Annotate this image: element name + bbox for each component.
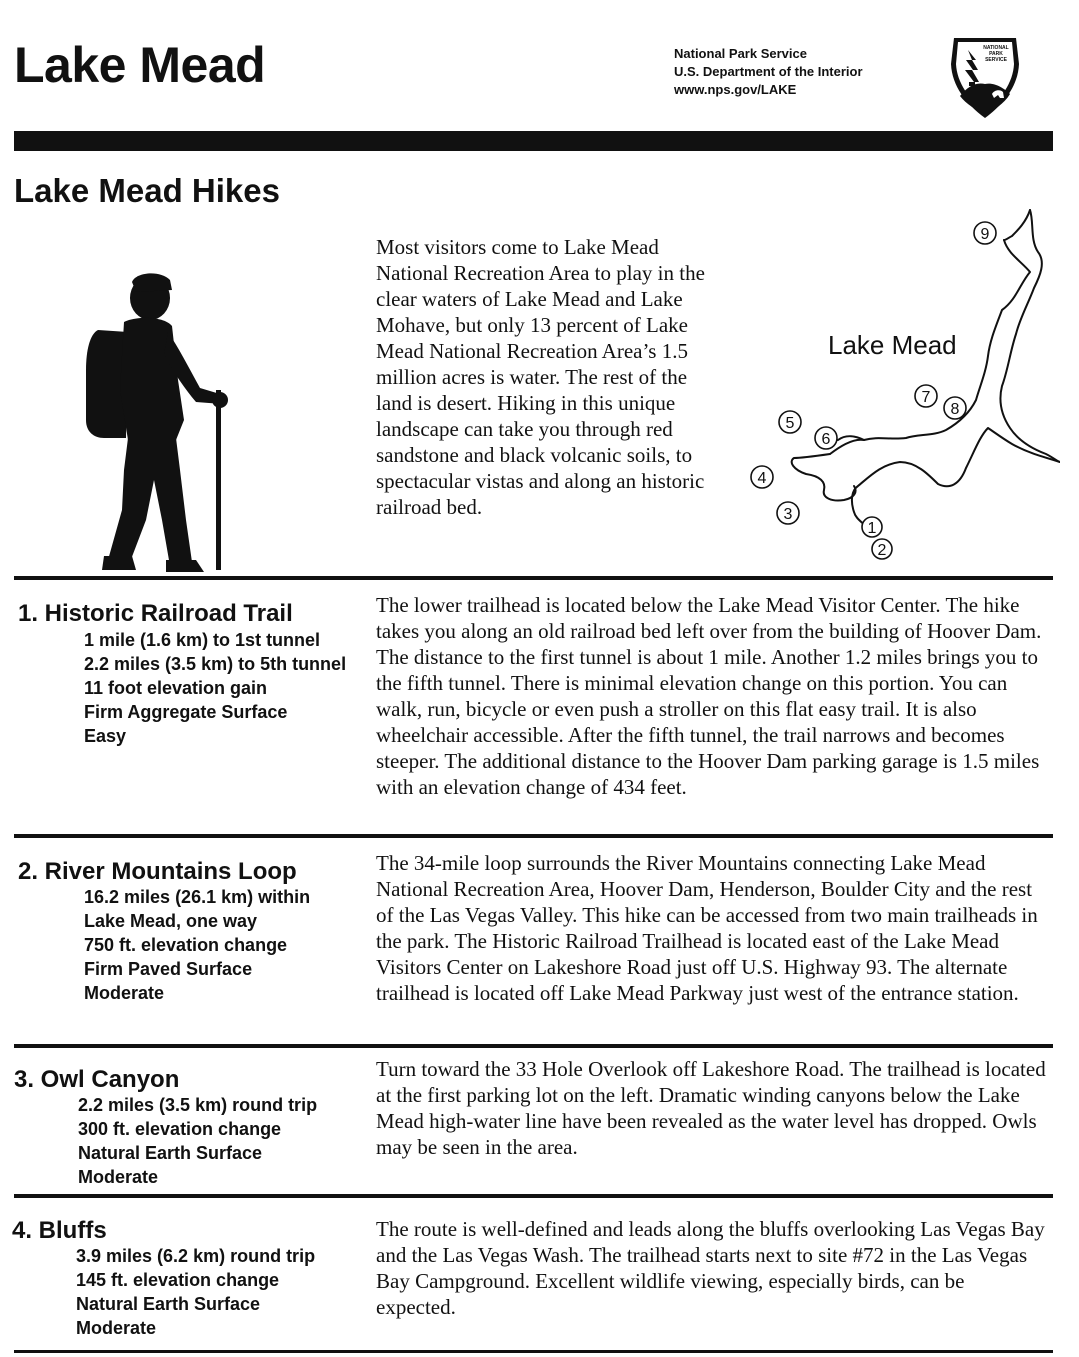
map-marker-3 [777, 502, 799, 524]
hike-2-description-text: The 34-mile loop surrounds the River Mountains connecting Lake Mead National Recreation Area, Hoover Dam, Henderson, Boulder City and the rest of the Las Vegas Valley. This hike can be accessed from two main trailheads in the park. The Historic Railroad Trailhead is located east of the Lake Mead Visitors Center on Lakeshore Road just off U.S. Highway 93. The alternate trailhead is located off Lake Mead Parkway just west of the entrance station. [376, 851, 1038, 1005]
agency-name: National Park Service [674, 46, 807, 61]
hike-2-detail: Moderate [84, 983, 165, 1003]
map-marker-2 [872, 539, 892, 559]
hike-1-details [84, 628, 346, 748]
hike-1-detail: Firm Aggregate Surface [84, 702, 288, 722]
hike-1-name: 1. Historic Railroad Trail [18, 600, 293, 627]
hike-2-details [84, 885, 310, 1005]
hike-2-description [376, 850, 1046, 1006]
section-divider [14, 1350, 1053, 1353]
hike-3-details [78, 1093, 317, 1189]
hike-1-detail: 2.2 miles (3.5 km) to 5th tunnel [84, 654, 347, 674]
map-marker-1 [862, 517, 882, 537]
hike-3-detail: 300 ft. elevation change [78, 1119, 282, 1139]
svg-text:5: 5 [785, 415, 795, 432]
hike-3-description-text: Turn toward the 33 Hole Overlook off Lakeshore Road. The trailhead is located at the first parking lot on the left. Dramatic winding canyons below the Lake Mead high-water line have been revealed as the water level has dropped. Owls may be seen in the area. [376, 1057, 1046, 1159]
map-label: Lake Mead [828, 330, 957, 360]
hike-2-detail: 750 ft. elevation change [84, 935, 288, 955]
hike-3-name: 3. Owl Canyon [14, 1066, 180, 1093]
map-marker-9 [974, 222, 996, 244]
hiker-silhouette-icon [80, 270, 240, 578]
hike-2-detail: Lake Mead, one way [84, 911, 258, 931]
hike-4-name: 4. Bluffs [12, 1217, 107, 1244]
lake-mead-map [740, 200, 1060, 580]
hike-1-description-text: The lower trailhead is located below the Lake Mead Visitor Center. The hike takes you along an old railroad bed left over from the building of Hoover Dam. The distance to the first tunnel is about 1 mile. Another 1.2 miles brings you to the fifth tunnel. There is minimal elevation change on this portion. You can walk, run, bicycle or even push a stroller on this flat easy trail. It is also wheelchair accessible. After the fifth tunnel, the trail narrows and becomes steeper. The additional distance to the Hoover Dam parking garage is 1.5 miles with an elevation change of 434 feet. [376, 593, 1042, 799]
hike-3-detail: Natural Earth Surface [78, 1143, 263, 1163]
svg-text:1: 1 [867, 520, 877, 537]
hike-4-details [76, 1244, 315, 1340]
section-divider [14, 1194, 1053, 1198]
hike-1-detail: Easy [84, 726, 127, 746]
section-divider [14, 1044, 1053, 1048]
hike-4-description-text: The route is well-defined and leads along the bluffs overlooking Las Vegas Bay and the Las Vegas Wash. The trailhead starts next to site #72 in the Las Vegas Bay Campground. Excellent wildlife viewing, especially birds, can be expected. [376, 1217, 1045, 1319]
hike-2-detail: 16.2 miles (26.1 km) within [84, 887, 311, 907]
hike-3-detail: 2.2 miles (3.5 km) round trip [78, 1095, 318, 1115]
map-marker-7 [915, 385, 937, 407]
section-divider [14, 834, 1053, 838]
park-title: Lake Mead [14, 37, 266, 93]
hike-3-description [376, 1056, 1046, 1160]
svg-text:3: 3 [783, 506, 793, 523]
intro-text: Most visitors come to Lake Mead National Recreation Area to play in the clear waters of Lake Mead and Lake Mohave, but only 13 percent of Lake Mead National Recreation Area’s 1.5 million acres is water. The rest of the land is desert. Hiking in this unique landscape can take you through red sandstone and black volcanic soils, to spectacular vistas and along an historic railroad bed. [376, 235, 705, 519]
hike-3-detail: Moderate [78, 1167, 159, 1187]
hike-2-detail: Firm Paved Surface [84, 959, 253, 979]
svg-text:4: 4 [757, 470, 767, 487]
header-divider-bar [14, 131, 1053, 151]
svg-text:PARK: PARK [989, 51, 1003, 57]
agency-department: U.S. Department of the Interior [674, 64, 863, 79]
svg-text:9: 9 [980, 226, 990, 243]
agency-url: www.nps.gov/LAKE [674, 82, 797, 97]
map-marker-5 [779, 411, 801, 433]
hike-4-detail: Moderate [76, 1318, 157, 1338]
agency-block [674, 45, 863, 99]
page-title: Lake Mead Hikes [14, 172, 280, 209]
hike-1-description [376, 592, 1046, 800]
hike-4-detail: 3.9 miles (6.2 km) round trip [76, 1246, 316, 1266]
hike-4-detail: 145 ft. elevation change [76, 1270, 280, 1290]
svg-text:2: 2 [877, 542, 887, 559]
svg-text:6: 6 [821, 431, 831, 448]
hike-1-detail: 11 foot elevation gain [84, 678, 268, 698]
hike-2-name: 2. River Mountains Loop [18, 858, 297, 885]
svg-text:NATIONAL: NATIONAL [983, 45, 1009, 51]
svg-text:SERVICE: SERVICE [985, 57, 1007, 63]
svg-text:8: 8 [950, 401, 960, 418]
hike-4-detail: Natural Earth Surface [76, 1294, 261, 1314]
hike-1-detail: 1 mile (1.6 km) to 1st tunnel [84, 630, 321, 650]
nps-arrowhead-icon [948, 34, 1022, 120]
hike-4-description [376, 1216, 1046, 1320]
section-divider [14, 576, 1053, 580]
intro-paragraph [376, 234, 716, 520]
svg-text:7: 7 [921, 389, 931, 406]
map-marker-4 [751, 466, 773, 488]
map-marker-8 [944, 397, 966, 419]
map-marker-6 [815, 427, 837, 449]
